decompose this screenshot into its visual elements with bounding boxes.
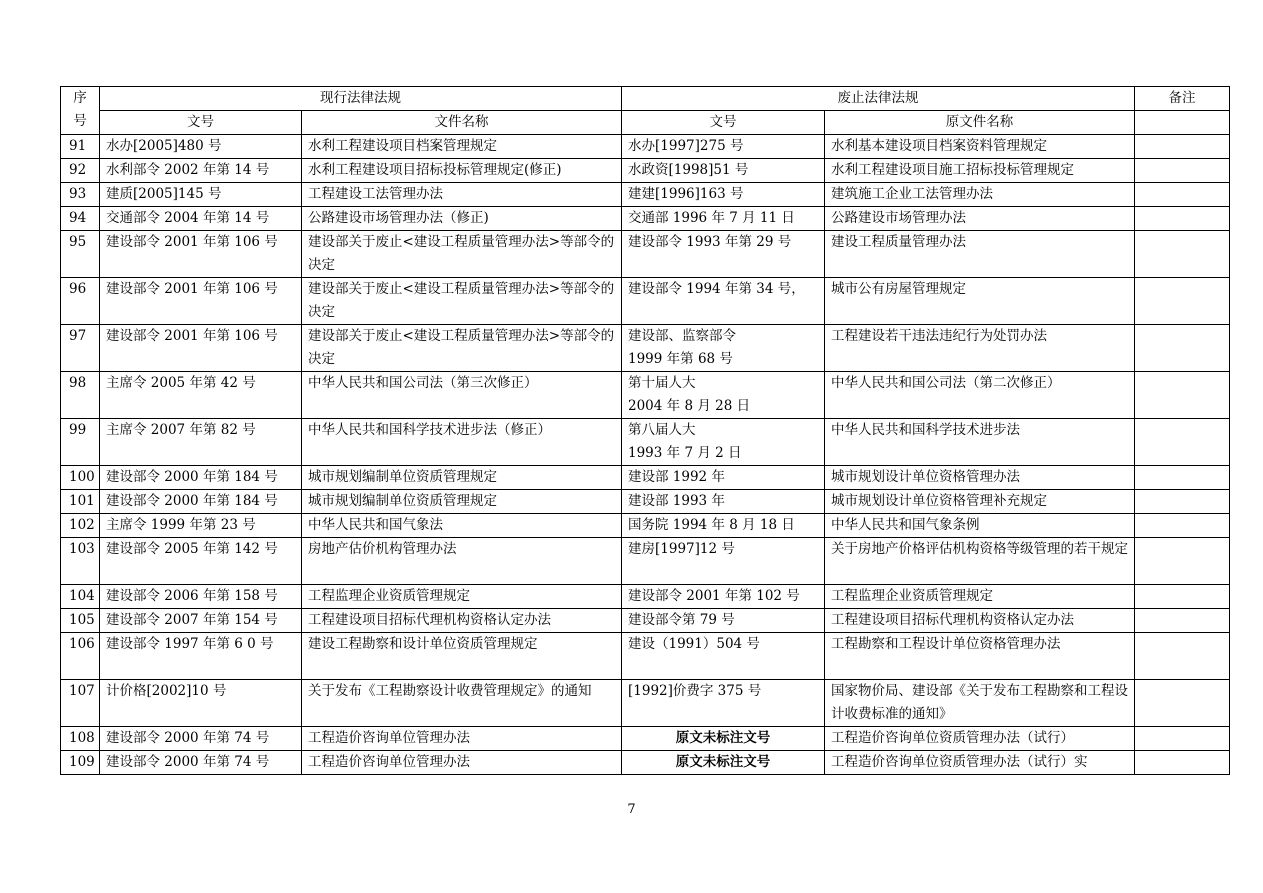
row-orig-doc-no: 国务院 1994 年 8 月 18 日	[622, 514, 825, 538]
page-number: 7	[627, 802, 636, 817]
header-row-1	[61, 87, 1230, 111]
header-orig-doc-name: 原文件名称	[825, 111, 1135, 135]
header-repealed: 废止法律法规	[622, 87, 1135, 111]
row-doc-name: 关于发布《工程勘察设计收费管理规定》的通知	[302, 680, 622, 727]
row-seq: 107	[61, 680, 100, 727]
row-doc-name: 建设部关于废止<建设工程质量管理办法>等部令的决定	[302, 231, 622, 278]
row-doc-name: 工程造价咨询单位管理办法	[302, 751, 622, 775]
table-row	[61, 231, 1230, 278]
row-seq: 108	[61, 727, 100, 751]
row-remarks	[1135, 135, 1230, 159]
row-orig-doc-name: 工程造价咨询单位资质管理办法（试行）	[825, 727, 1135, 751]
table-row	[61, 751, 1230, 775]
row-doc-no: 建设部令 2005 年第 142 号	[100, 538, 302, 585]
row-seq: 95	[61, 231, 100, 278]
table-row	[61, 183, 1230, 207]
header-current: 现行法律法规	[100, 87, 622, 111]
row-seq: 91	[61, 135, 100, 159]
row-orig-doc-name: 城市公有房屋管理规定	[825, 278, 1135, 325]
row-orig-doc-name: 工程勘察和工程设计单位资格管理办法	[825, 633, 1135, 680]
table-row	[61, 585, 1230, 609]
table-row	[61, 633, 1230, 680]
row-orig-doc-name: 建设工程质量管理办法	[825, 231, 1135, 278]
row-seq: 102	[61, 514, 100, 538]
row-remarks	[1135, 278, 1230, 325]
row-orig-doc-name: 中华人民共和国气象条例	[825, 514, 1135, 538]
row-doc-name: 水利工程建设项目招标投标管理规定(修正)	[302, 159, 622, 183]
row-remarks	[1135, 490, 1230, 514]
row-orig-doc-name: 中华人民共和国科学技术进步法	[825, 419, 1135, 466]
row-remarks	[1135, 419, 1230, 466]
regulations-table	[60, 86, 1230, 775]
row-remarks	[1135, 325, 1230, 372]
row-orig-doc-no: 水政资[1998]51 号	[622, 159, 825, 183]
row-remarks	[1135, 727, 1230, 751]
row-doc-no: 主席令 2007 年第 82 号	[100, 419, 302, 466]
row-orig-doc-no: [1992]价费字 375 号	[622, 680, 825, 727]
row-doc-name: 城市规划编制单位资质管理规定	[302, 490, 622, 514]
row-orig-doc-no: 交通部 1996 年 7 月 11 日	[622, 207, 825, 231]
row-doc-name: 中华人民共和国科学技术进步法（修正）	[302, 419, 622, 466]
row-orig-doc-no: 建建[1996]163 号	[622, 183, 825, 207]
row-orig-doc-no: 建设部令 1993 年第 29 号	[622, 231, 825, 278]
row-doc-name: 工程监理企业资质管理规定	[302, 585, 622, 609]
header-remarks-empty	[1135, 111, 1230, 135]
row-doc-no: 建设部令 2006 年第 158 号	[100, 585, 302, 609]
row-doc-name: 水利工程建设项目档案管理规定	[302, 135, 622, 159]
row-remarks	[1135, 609, 1230, 633]
row-doc-no: 建设部令 2001 年第 106 号	[100, 231, 302, 278]
row-remarks	[1135, 680, 1230, 727]
row-doc-name: 城市规划编制单位资质管理规定	[302, 466, 622, 490]
table-row	[61, 325, 1230, 372]
row-doc-name: 中华人民共和国公司法（第三次修正）	[302, 372, 622, 419]
row-seq: 98	[61, 372, 100, 419]
row-doc-name: 建设工程勘察和设计单位资质管理规定	[302, 633, 622, 680]
row-remarks	[1135, 466, 1230, 490]
row-doc-name: 公路建设市场管理办法（修正)	[302, 207, 622, 231]
row-remarks	[1135, 633, 1230, 680]
header-doc-no: 文号	[100, 111, 302, 135]
row-orig-doc-no: 建设部令 1994 年第 34 号，	[622, 278, 825, 325]
table-row	[61, 680, 1230, 727]
row-doc-name: 工程建设工法管理办法	[302, 183, 622, 207]
row-seq: 96	[61, 278, 100, 325]
row-doc-name: 建设部关于废止<建设工程质量管理办法>等部令的决定	[302, 278, 622, 325]
row-doc-no: 建设部令 2001 年第 106 号	[100, 325, 302, 372]
row-seq: 94	[61, 207, 100, 231]
header-orig-doc-no: 文号	[622, 111, 825, 135]
row-doc-name: 工程建设项目招标代理机构资格认定办法	[302, 609, 622, 633]
table-row	[61, 609, 1230, 633]
row-remarks	[1135, 207, 1230, 231]
row-seq: 100	[61, 466, 100, 490]
row-doc-no: 水利部令 2002 年第 14 号	[100, 159, 302, 183]
table-row	[61, 372, 1230, 419]
row-orig-doc-no: 水办[1997]275 号	[622, 135, 825, 159]
row-seq: 103	[61, 538, 100, 585]
row-orig-doc-name: 工程建设若干违法违纪行为处罚办法	[825, 325, 1135, 372]
row-doc-no: 建设部令 2000 年第 184 号	[100, 490, 302, 514]
row-orig-doc-name: 国家物价局、建设部《关于发布工程勘察和工程设计收费标准的通知》	[825, 680, 1135, 727]
row-doc-no: 建设部令 2001 年第 106 号	[100, 278, 302, 325]
row-orig-doc-name: 工程监理企业资质管理规定	[825, 585, 1135, 609]
row-remarks	[1135, 585, 1230, 609]
row-remarks	[1135, 751, 1230, 775]
row-seq: 101	[61, 490, 100, 514]
row-seq: 92	[61, 159, 100, 183]
row-orig-doc-no: 建设部令 2001 年第 102 号	[622, 585, 825, 609]
row-doc-no: 建设部令 2000 年第 74 号	[100, 727, 302, 751]
row-doc-name: 工程造价咨询单位管理办法	[302, 727, 622, 751]
row-seq: 97	[61, 325, 100, 372]
row-orig-doc-name: 关于房地产价格评估机构资格等级管理的若干规定	[825, 538, 1135, 585]
row-seq: 99	[61, 419, 100, 466]
row-orig-doc-name: 水利工程建设项目施工招标投标管理规定	[825, 159, 1135, 183]
row-remarks	[1135, 159, 1230, 183]
row-doc-no: 建设部令 2007 年第 154 号	[100, 609, 302, 633]
row-orig-doc-no: 第八届人大 1993 年 7 月 2 日	[622, 419, 825, 466]
row-seq: 93	[61, 183, 100, 207]
row-orig-doc-no: 建设部 1992 年	[622, 466, 825, 490]
row-orig-doc-no: 原文未标注文号	[622, 727, 825, 751]
row-remarks	[1135, 231, 1230, 278]
row-remarks	[1135, 372, 1230, 419]
table-row	[61, 159, 1230, 183]
row-orig-doc-no: 第十届人大 2004 年 8 月 28 日	[622, 372, 825, 419]
row-remarks	[1135, 183, 1230, 207]
row-doc-name: 中华人民共和国气象法	[302, 514, 622, 538]
row-remarks	[1135, 514, 1230, 538]
table-row	[61, 538, 1230, 585]
row-orig-doc-name: 工程建设项目招标代理机构资格认定办法	[825, 609, 1135, 633]
row-doc-no: 水办[2005]480 号	[100, 135, 302, 159]
row-doc-name: 建设部关于废止<建设工程质量管理办法>等部令的决定	[302, 325, 622, 372]
table-row	[61, 514, 1230, 538]
row-doc-name: 房地产估价机构管理办法	[302, 538, 622, 585]
header-seq: 序号	[61, 87, 100, 135]
header-row-2	[61, 111, 1230, 135]
row-doc-no: 建设部令 2000 年第 184 号	[100, 466, 302, 490]
row-seq: 105	[61, 609, 100, 633]
header-remarks: 备注	[1135, 87, 1230, 111]
row-orig-doc-name: 工程造价咨询单位资质管理办法（试行）实	[825, 751, 1135, 775]
row-orig-doc-no: 建设部、监察部令 1999 年第 68 号	[622, 325, 825, 372]
row-orig-doc-no: 建设（1991）504 号	[622, 633, 825, 680]
row-orig-doc-name: 建筑施工企业工法管理办法	[825, 183, 1135, 207]
row-orig-doc-name: 中华人民共和国公司法（第二次修正）	[825, 372, 1135, 419]
header-doc-name: 文件名称	[302, 111, 622, 135]
table-row	[61, 490, 1230, 514]
row-orig-doc-name: 水利基本建设项目档案资料管理规定	[825, 135, 1135, 159]
row-doc-no: 计价格[2002]10 号	[100, 680, 302, 727]
row-orig-doc-no: 建设部令第 79 号	[622, 609, 825, 633]
row-seq: 109	[61, 751, 100, 775]
row-orig-doc-no: 原文未标注文号	[622, 751, 825, 775]
row-doc-no: 建设部令 1997 年第 6 0 号	[100, 633, 302, 680]
row-seq: 104	[61, 585, 100, 609]
row-orig-doc-no: 建设部 1993 年	[622, 490, 825, 514]
table-row	[61, 727, 1230, 751]
table-row	[61, 466, 1230, 490]
row-doc-no: 交通部令 2004 年第 14 号	[100, 207, 302, 231]
table-row	[61, 419, 1230, 466]
row-doc-no: 建设部令 2000 年第 74 号	[100, 751, 302, 775]
row-seq: 106	[61, 633, 100, 680]
table-row	[61, 135, 1230, 159]
row-orig-doc-name: 城市规划设计单位资格管理办法	[825, 466, 1135, 490]
table-row	[61, 278, 1230, 325]
table-row	[61, 207, 1230, 231]
row-remarks	[1135, 538, 1230, 585]
row-orig-doc-name: 公路建设市场管理办法	[825, 207, 1135, 231]
row-orig-doc-name: 城市规划设计单位资格管理补充规定	[825, 490, 1135, 514]
row-orig-doc-no: 建房[1997]12 号	[622, 538, 825, 585]
row-doc-no: 建质[2005]145 号	[100, 183, 302, 207]
row-doc-no: 主席令 2005 年第 42 号	[100, 372, 302, 419]
row-doc-no: 主席令 1999 年第 23 号	[100, 514, 302, 538]
